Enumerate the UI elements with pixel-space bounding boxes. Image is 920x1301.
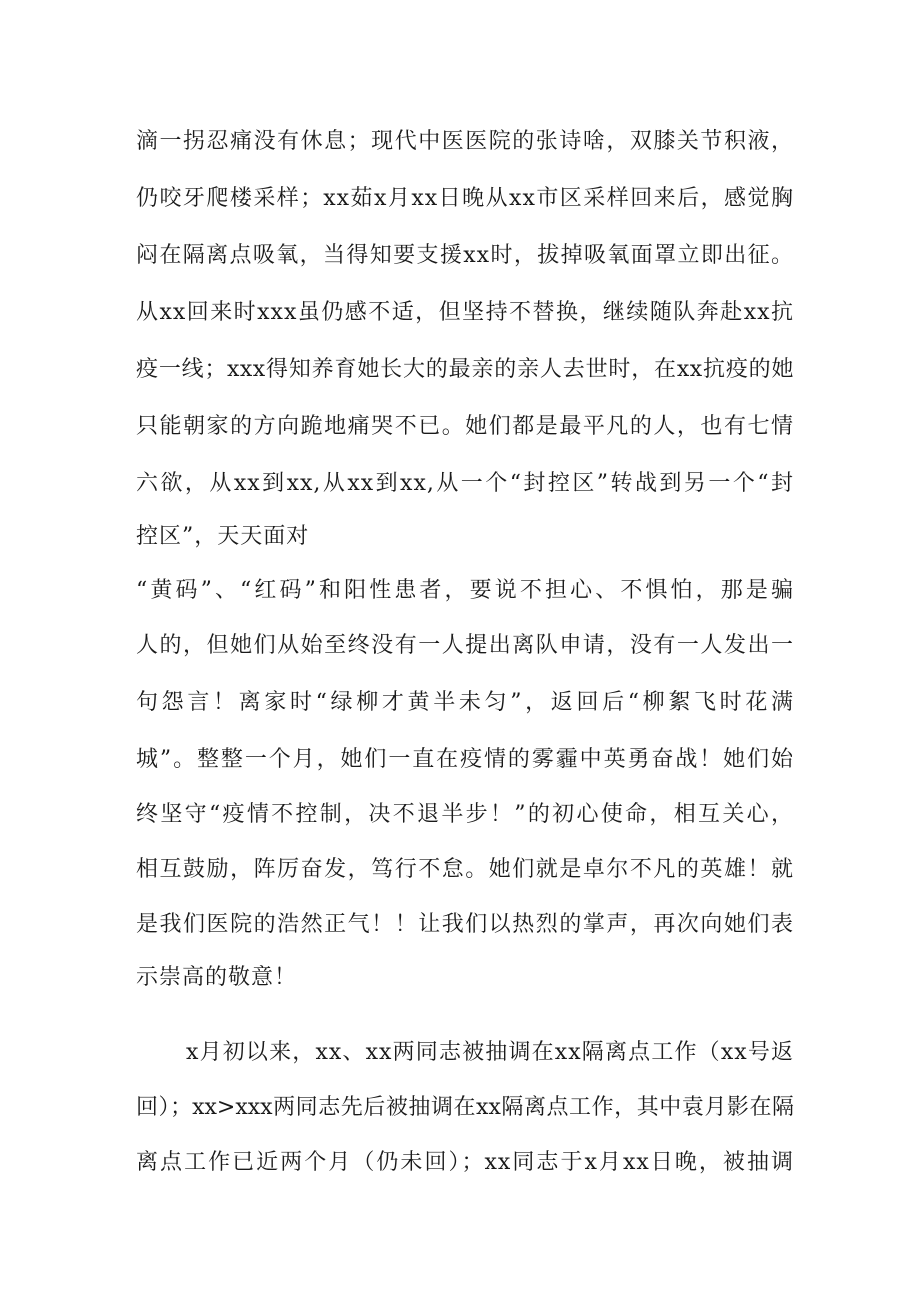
text-line: 相互鼓励，阵厉奋发，笃行不怠。她们就是卓尔不凡的英雄！就 <box>136 857 794 882</box>
text-line: 示崇高的敬意！ <box>136 965 298 990</box>
text-line: 控区”，天天面对 <box>136 524 310 549</box>
text-line: 只能朝家的方向跪地痛哭不已。她们都是最平凡的人，也有七情 <box>136 414 794 439</box>
text-line: 闷在隔离点吸氧，当得知要支援xx时，拔掉吸氧面罩立即出征。 <box>136 243 794 268</box>
text-line: 是我们医院的浩然正气！！让我们以热烈的掌声，再次向她们表 <box>136 912 794 937</box>
text-line: 回）；xx>xxx两同志先后被抽调在xx隔离点工作，其中袁月影在隔 <box>136 1095 794 1120</box>
text-line: 终坚守“疫情不控制，决不退半步！”的初心使命，相互关心， <box>136 802 794 827</box>
text-line: 仍咬牙爬楼采样；xx茹x月xx日晚从xx市区采样回来后，感觉胸 <box>136 186 794 211</box>
text-line: 人的，但她们从始至终没有一人提出离队申请，没有一人发出一 <box>136 633 794 658</box>
text-line: 六欲，从xx到xx,从xx到xx,从一个“封控区”转战到另一个“封 <box>136 471 794 496</box>
text-line: 离点工作已近两个月（仍未回）；xx同志于x月xx日晚，被抽调 <box>136 1150 794 1175</box>
text-line: 滴一拐忍痛没有休息；现代中医医院的张诗啥，双膝关节积液， <box>136 129 794 154</box>
text-line: 从xx回来时xxx虽仍感不适，但坚持不替换，继续随队奔赴xx抗 <box>136 300 794 325</box>
text-line: 城”。整整一个月，她们一直在疫情的雾霾中英勇奋战！她们始 <box>136 747 794 772</box>
text-line: 疫一线；xxx得知养育她长大的最亲的亲人去世时，在xx抗疫的她 <box>136 357 794 382</box>
text-line: x月初以来，xx、xx两同志被抽调在xx隔离点工作（xx号返 <box>186 1040 794 1065</box>
text-line: 句怨言！离家时“绿柳才黄半未匀”，返回后“柳絮飞时花满 <box>136 690 794 715</box>
text-line: “黄码”、“红码”和阳性患者，要说不担心、不惧怕，那是骗 <box>136 578 794 603</box>
